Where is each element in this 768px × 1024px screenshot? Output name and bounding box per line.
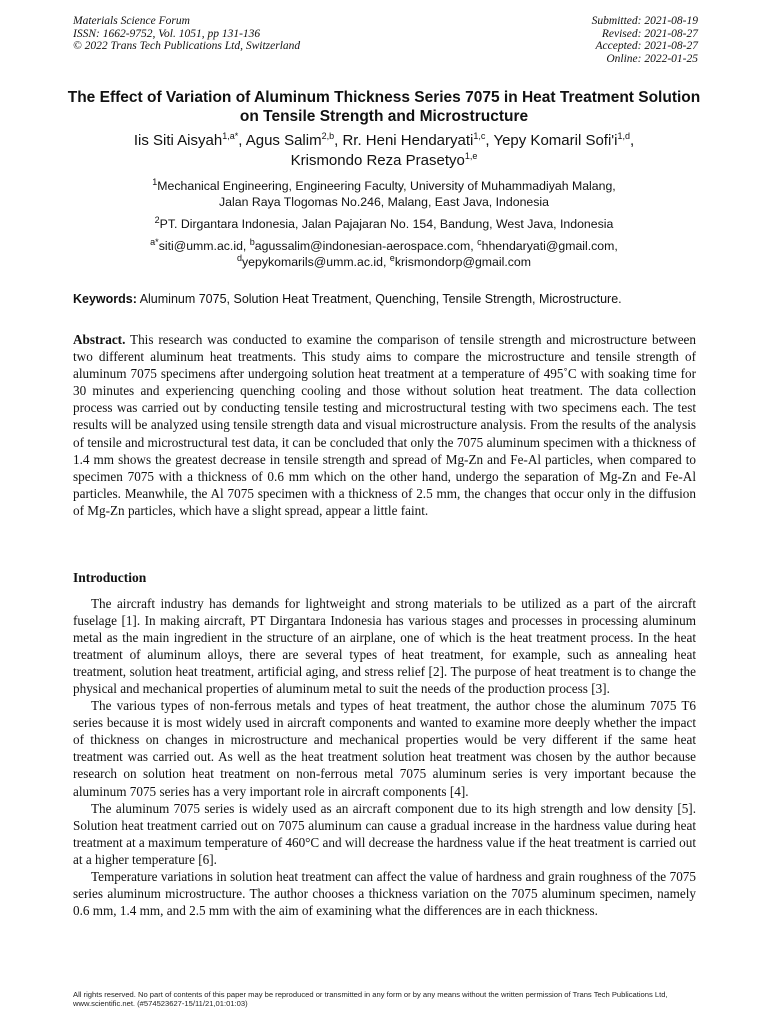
issn-line: ISSN: 1662-9752, Vol. 1051, pp 131-136 (73, 27, 261, 40)
email-mark: c (477, 236, 482, 247)
email-link[interactable]: agussalim@indonesian-aerospace.com, (254, 239, 478, 253)
author-separator: , (238, 132, 246, 149)
dates-header (592, 15, 698, 65)
copyright-footer: All rights reserved. No part of contents of this paper may be reproduced or transmitted in any form or by any means without the written permission of Trans Tech Publications Ltd, www.scientific.net. (#574523627-15/11/21,01:01:03) (73, 990, 668, 1008)
author-affiliation-mark: 1,e (464, 151, 478, 161)
author-name: Krismondo Reza Prasetyo (290, 152, 465, 169)
author-affiliation-mark: 1,d (617, 131, 631, 141)
journal-header (73, 15, 300, 53)
author-separator: , (485, 132, 494, 149)
keywords-label: Keywords: (73, 292, 137, 306)
author-list (60, 131, 708, 171)
email-mark: a* (150, 236, 159, 247)
affiliation-2 (60, 216, 708, 232)
author-name: Iis Siti Aisyah (133, 132, 223, 149)
abstract-text: This research was conducted to examine the comparison of tensile strength and microstructure between two different aluminum heat treatments. This study aims to compare the microstructure and tensile strength of aluminum 7075 specimens after undergoing solution heat treatment at a temperature of 495˚C with soaking time for 30 minutes and experiencing quenching cooling and those without solution heat treatment. The data collection process was carried out by conducting tensile testing and microstructural testing with two specimens each. The test results will be analyzed using tensile strength data and visual microstructure analysis. From the results of the analysis of tensile and microstructural test data, it can be concluded that only the 7075 aluminum specimen with a thickness of 1.4 mm shows the greatest decrease in tensile strength and spread of Mg-Zn and Fe-Al particles, when compared to specimen 7075 with a thickness of 0.6 mm which on the other hand, undergo the separation of Mg-Zn and Fe-Al particles. Meanwhile, the Al 7075 specimen with a thickness of 2.5 mm, the changes that occur only in the diffusion of Mg-Zn particles, which have a slight spread, appear a little faint. (73, 332, 696, 518)
accepted-date: Accepted: 2021-08-27 (595, 40, 698, 52)
email-link[interactable]: hhendaryati@gmail.com, (481, 239, 618, 253)
author-name: Yepy Komaril Sofi'i (493, 132, 618, 149)
email-mark: e (389, 252, 395, 263)
paper-title: The Effect of Variation of Aluminum Thickness Series 7075 in Heat Treatment Solution on Tensile Strength and Microstructure (67, 89, 701, 125)
keywords (73, 291, 703, 307)
paragraph: The various types of non-ferrous metals and types of heat treatment, the author chose the aluminum 7075 T6 series because it is most widely used in aircraft components and wanted to examine more deeply whether the impact of thickness on changes in microstructure and mechanical properties would be very different if the same heat treatment was carried out. As well as the heat treatment solution heat treatment was chosen by the author because research on solution heat treatment on non-ferrous metal 7075 aluminum series is very important because the aluminum 7075 series has a very important role in aircraft components [4]. (73, 698, 696, 799)
abstract (73, 331, 696, 519)
section-heading-introduction: Introduction (73, 570, 147, 585)
affiliation-text: Jalan Raya Tlogomas No.246, Malang, East Java, Indonesia (219, 195, 549, 209)
email-link[interactable]: yepykomarils@umm.ac.id, (242, 255, 390, 269)
submitted-date: Submitted: 2021-08-19 (591, 15, 698, 27)
paragraph: The aluminum 7075 series is widely used as an aircraft component due to its high strength and low density [5]. Solution heat treatment carried out on 7075 aluminum can cause a gradual increase in the hardness value during heat treatment at a maximum temperature of 460°C and will decrease the hardness value if the heat treatment is carried out at a higher temperature [6]. (73, 800, 697, 867)
affiliation-1 (60, 178, 708, 210)
online-date: Online: 2022-01-25 (606, 52, 698, 65)
revised-date: Revised: 2021-08-27 (601, 27, 698, 40)
affiliation-text: Mechanical Engineering, Engineering Faculty, University of Muhammadiyah Malang, (157, 179, 616, 193)
affiliation-text: PT. Dirgantara Indonesia, Jalan Pajajaran No. 154, Bandung, West Java, Indonesia (159, 217, 614, 231)
email-link[interactable]: siti@umm.ac.id, (158, 239, 250, 253)
paragraph: The aircraft industry has demands for lightweight and strong materials to be utilized as a part of the aircraft fuselage [1]. In making aircraft, PT Dirgantara Indonesia has various stages and processes in processing aluminum metal as the main ingredient in the structure of an airplane, one of which is the heat treatment process. In the heat treatment of aluminum alloys, there are several types of heat treatment, for example, such as annealing heat treatment, solution heat treatment, artificial aging, and stress relief [2]. The purpose of heat treatment is to change the physical and mechanical properties of aluminum metal to suit the needs of the production process [3]. (73, 596, 696, 697)
author-affiliation-mark: 1,a* (222, 131, 239, 141)
author-separator: , (334, 132, 343, 149)
author-affiliation-mark: 2,b (321, 131, 335, 141)
affiliation-number: 2 (154, 214, 160, 225)
copyright-line: © 2022 Trans Tech Publications Ltd, Switzerland (73, 40, 301, 52)
paragraph: Temperature variations in solution heat treatment can affect the value of hardness and grain roughness of the 7075 series aluminum microstructure. The author chooses a thickness variation on the 7075 aluminum specimen, namely 0.6 mm, 1.4 mm, and 2.5 mm with the aim of examining what the differences are in each thickness. (73, 868, 696, 918)
author-name: Rr. Heni Hendaryati (342, 132, 474, 149)
introduction-body (73, 595, 696, 919)
email-mark: b (249, 236, 255, 247)
author-emails (60, 238, 708, 270)
author-affiliation-mark: 1,c (473, 131, 486, 141)
author-separator: , (630, 132, 635, 149)
abstract-label: Abstract. (73, 332, 126, 347)
author-name: Agus Salim (245, 132, 322, 149)
journal-name: Materials Science Forum (73, 15, 190, 27)
affiliation-number: 1 (152, 176, 158, 187)
email-link[interactable]: krismondorp@gmail.com (394, 255, 531, 269)
email-mark: d (236, 252, 242, 263)
keywords-text: Aluminum 7075, Solution Heat Treatment, Quenching, Tensile Strength, Microstructure. (136, 292, 622, 306)
